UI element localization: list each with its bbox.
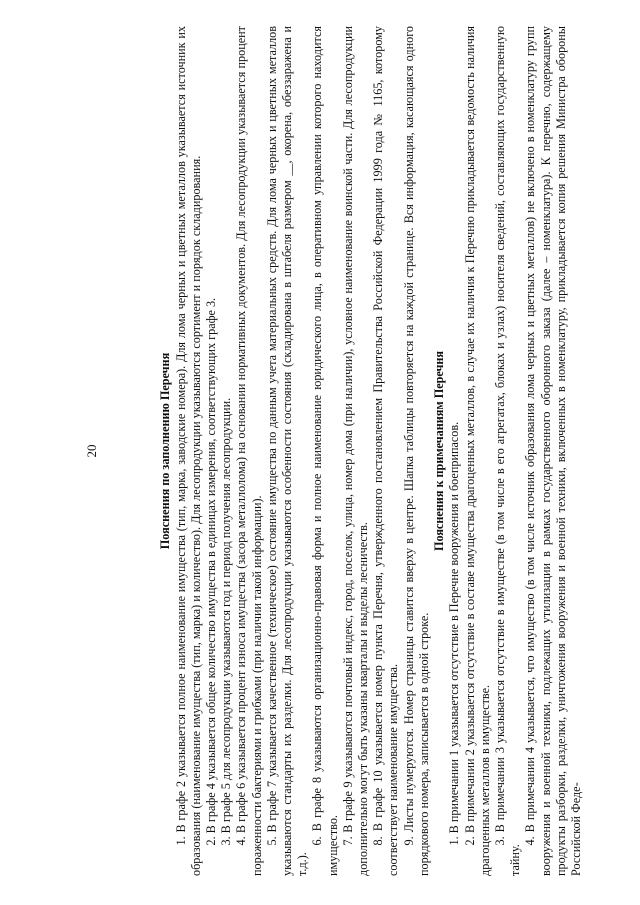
- paragraph: 6. В графе 8 указываются организационно-правовая форма и полное наименование юридического лица, в оперативном управлении которого находится имущество.: [310, 26, 340, 876]
- paragraph: 1. В примечании 1 указывается отсутствие в Перечне вооружения и боеприпасов.: [447, 421, 462, 846]
- paragraph: 4. В примечании 4 указывается, что имущество (в том числе источник образования лома черных и цветных металлов) не включено в номенклатуру групп вооружения и военной техники, подлежащих утилизации в рамках государственного оборонного заказа (далее – номенклатура). К перечню, содержащему продукты разборки, разделки, уничтожения вооружения и военной техники, включенных в номенклатуру, прикладывается копия решения Министра обороны Российской Феде-: [523, 26, 584, 876]
- paragraph: 5. В графе 7 указывается качественное (техническое) состояние имущества по данным учета материальных средств. Для лома черных и цветных металлов указываются стандарты их разделки. Для лесопродукции указываются особенности состояния (складирована в штабеля размером __, окорена, обеззаражена и т.д.).: [264, 26, 310, 876]
- paragraph: 7. В графе 9 указываются почтовый индекс, город, поселок, улица, номер дома (при наличии), условное наименование воинской части. Для лесопродукции дополнительно могут быть указаны кварталы и выделы лесничеств.: [340, 26, 370, 876]
- section-title-filling: Пояснения по заполнению Перечня: [158, 352, 172, 550]
- paragraph: 3. В графе 5 для лесопродукции указываются год и период получения лесопродукции.: [219, 397, 234, 846]
- paragraph: 4. В графе 6 указывается процент износа имущества (засора металлолома) на основании нормативных документов. Для лесопродукции указывается процент пораженности бактериями и грибками (при наличии такой информации).: [234, 26, 264, 876]
- paragraph: 1. В графе 2 указывается полное наименование имущества (тип, марка, заводские номера). Для лома черных и цветных металлов указывается источник их образования (наименование имущества (тип, марка) и количество). Для лесопродукции указываются сортимент и порядок складирования.: [173, 26, 203, 876]
- paragraph: 3. В примечании 3 указывается отсутствие в имуществе (в том числе в его агрегатах, блоках и узлах) носителя сведений, составляющих государственную тайну.: [493, 26, 523, 876]
- page-number: 20: [84, 444, 99, 458]
- paragraph: 2. В примечании 2 указывается отсутствие в составе имущества драгоценных металлов, в случае их наличия к Перечню прикладывается ведомость наличия драгоценных металлов в имуществе.: [462, 26, 492, 876]
- section-title-notes: Пояснения к примечаниям Перечня: [431, 351, 446, 551]
- paragraph: 2. В графе 4 указывается общее количество имущества в единицах измерения, соответствующих графе 3.: [203, 297, 218, 846]
- rotated-page: [84, 26, 584, 876]
- paragraph: 9. Листы нумеруются. Номер страницы ставится вверху в центре. Шапка таблицы повторяется на каждой странице. Вся информация, касающаяся одного порядкового номера, записывается в одной строке.: [401, 26, 431, 876]
- paragraph: 8. В графе 10 указывается номер пункта Перечня, утвержденного постановлением Правительства Российской Федерации 1999 года № 1165, которому соответствует наименование имущества.: [371, 26, 401, 876]
